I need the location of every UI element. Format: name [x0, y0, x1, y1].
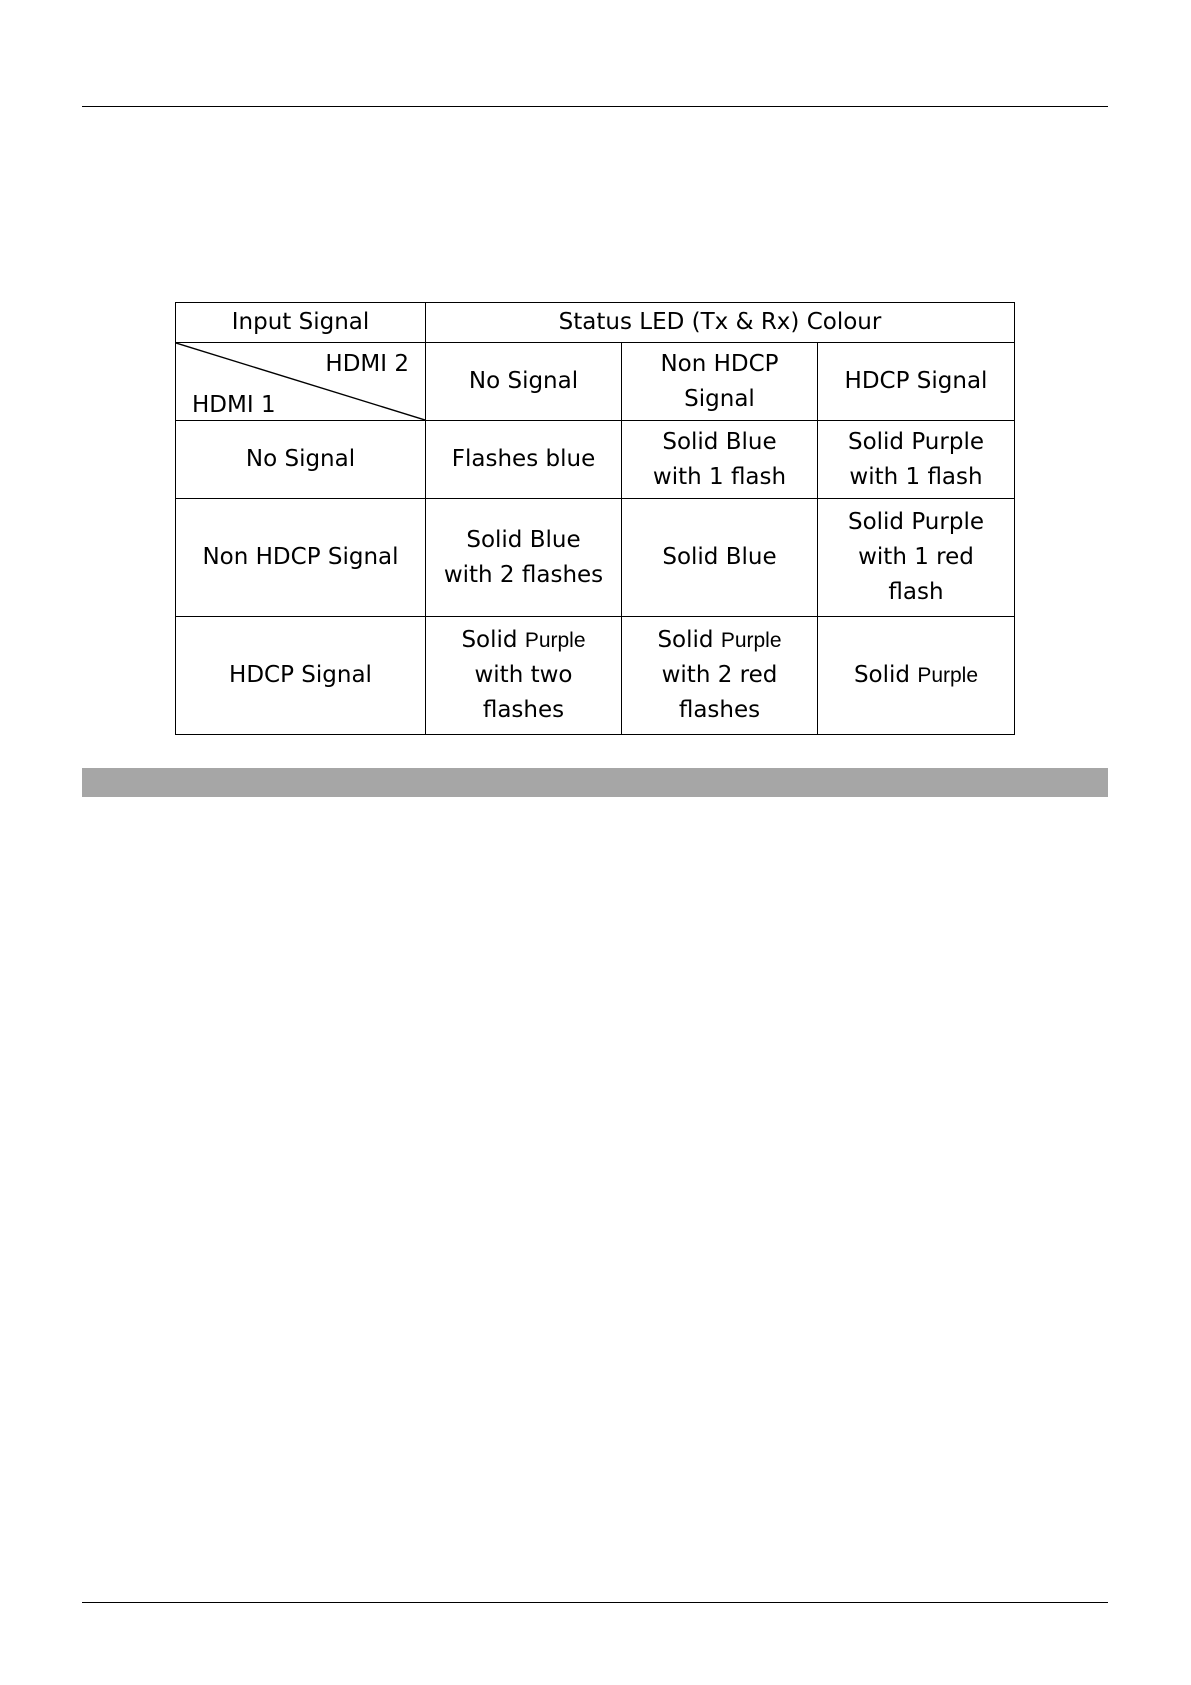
status-led-header: Status LED (Tx & Rx) Colour: [426, 303, 1015, 343]
footer-rule: [82, 1602, 1108, 1603]
row-label: HDCP Signal: [176, 617, 426, 735]
table-cell: Solid Purple: [818, 617, 1015, 735]
column-header-cell: Non HDCP Signal: [622, 343, 818, 421]
hdmi2-label: HDMI 2: [325, 351, 409, 377]
table-cell: Solid Purple with 1 flash: [818, 421, 1015, 499]
table-row: [176, 617, 1015, 735]
row-label: Non HDCP Signal: [176, 499, 426, 617]
section-heading-bar: [82, 768, 1108, 797]
header-rule: [82, 106, 1108, 107]
table-cell: Solid Purple with 2 red flashes: [622, 617, 818, 735]
status-led-table: [175, 302, 1015, 735]
table-cell: Solid Purple with 1 red flash: [818, 499, 1015, 617]
table-row: [176, 421, 1015, 499]
table-row: [176, 499, 1015, 617]
hdmi1-label: HDMI 1: [192, 392, 276, 418]
table-cell: Flashes blue: [426, 421, 622, 499]
column-header-cell: No Signal: [426, 343, 622, 421]
table-cell: Solid Blue with 1 flash: [622, 421, 818, 499]
input-signal-header: Input Signal: [176, 303, 426, 343]
table-cell: Solid Blue: [622, 499, 818, 617]
hdmi-corner-cell: [176, 343, 426, 421]
row-label: No Signal: [176, 421, 426, 499]
table-header-row: [176, 303, 1015, 343]
column-header-row: [176, 343, 1015, 421]
column-header-cell: HDCP Signal: [818, 343, 1015, 421]
table-cell: Solid Blue with 2 flashes: [426, 499, 622, 617]
table-cell: Solid Purple with two flashes: [426, 617, 622, 735]
